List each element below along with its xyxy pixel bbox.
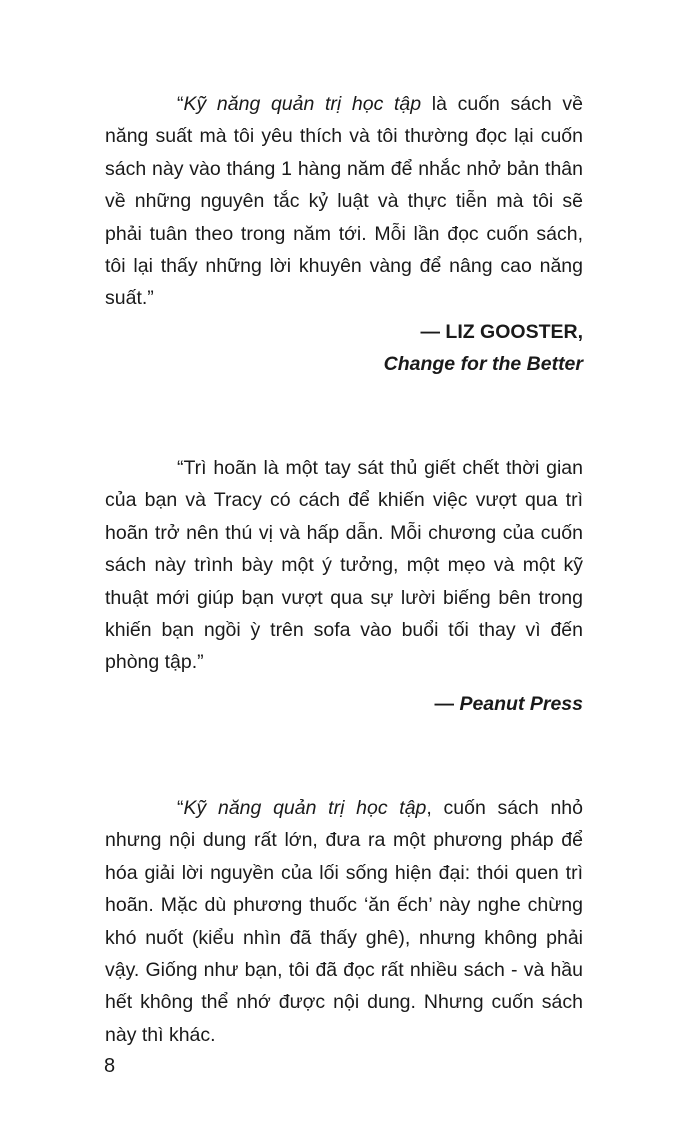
quote-body: “Trì hoãn là một tay sát thủ giết chết thời gian của bạn và Tracy có cách để khiến việc vượt qua trì hoãn trở nên thú vị và hấp dẫn. Mỗi chương của cuốn sách này trình bày một ý tưởng, một mẹo và một kỹ thuật mới giúp bạn vượt qua sự lười biếng bên trong khiến bạn ngồi ỳ trên sofa vào buổi tối thay vì đến phòng tập.”: [105, 457, 583, 674]
quote-body: là cuốn sách về năng suất mà tôi yêu thích và tôi thường đọc lại cuốn sách này vào tháng 1 hàng năm để nhắc nhở bản thân về những nguyên tắc kỷ luật và thực tiễn mà tôi sẽ phải tuân theo trong năm tới. Mỗi lần đọc cuốn sách, tôi lại thấy những lời khuyên vàng để nâng cao năng suất.”: [105, 93, 583, 310]
attribution-1: [384, 316, 583, 380]
testimonial-quote-2: [105, 452, 583, 679]
testimonial-quote-3: [105, 792, 583, 1051]
testimonial-quote-1: [105, 88, 583, 315]
attribution-source: Peanut Press: [459, 693, 583, 715]
attribution-name: — LIZ GOOSTER,: [420, 321, 583, 343]
quote-open-mark: “: [177, 797, 184, 819]
quote-open-mark: “: [177, 93, 184, 115]
book-title: Kỹ năng quản trị học tập: [183, 797, 427, 819]
attribution-source: Change for the Better: [383, 353, 583, 375]
book-title: Kỹ năng quản trị học tập: [183, 93, 422, 115]
quote-body: , cuốn sách nhỏ nhưng nội dung rất lớn, đưa ra một phương pháp để hóa giải lời nguyền của lối sống hiện đại: thói quen trì hoãn. Mặc dù phương thuốc ‘ăn ếch’ này nghe chừng khó nuốt (kiểu nhìn đã thấy ghê), nhưng không phải vậy. Giống như bạn, tôi đã đọc rất nhiều sách - và hầu hết không thể nhớ được nội dung. Nhưng cuốn sách này thì khác.: [105, 797, 583, 1046]
attribution-2: [435, 688, 583, 720]
attribution-dash: —: [434, 693, 455, 715]
page-number: 8: [104, 1055, 116, 1077]
